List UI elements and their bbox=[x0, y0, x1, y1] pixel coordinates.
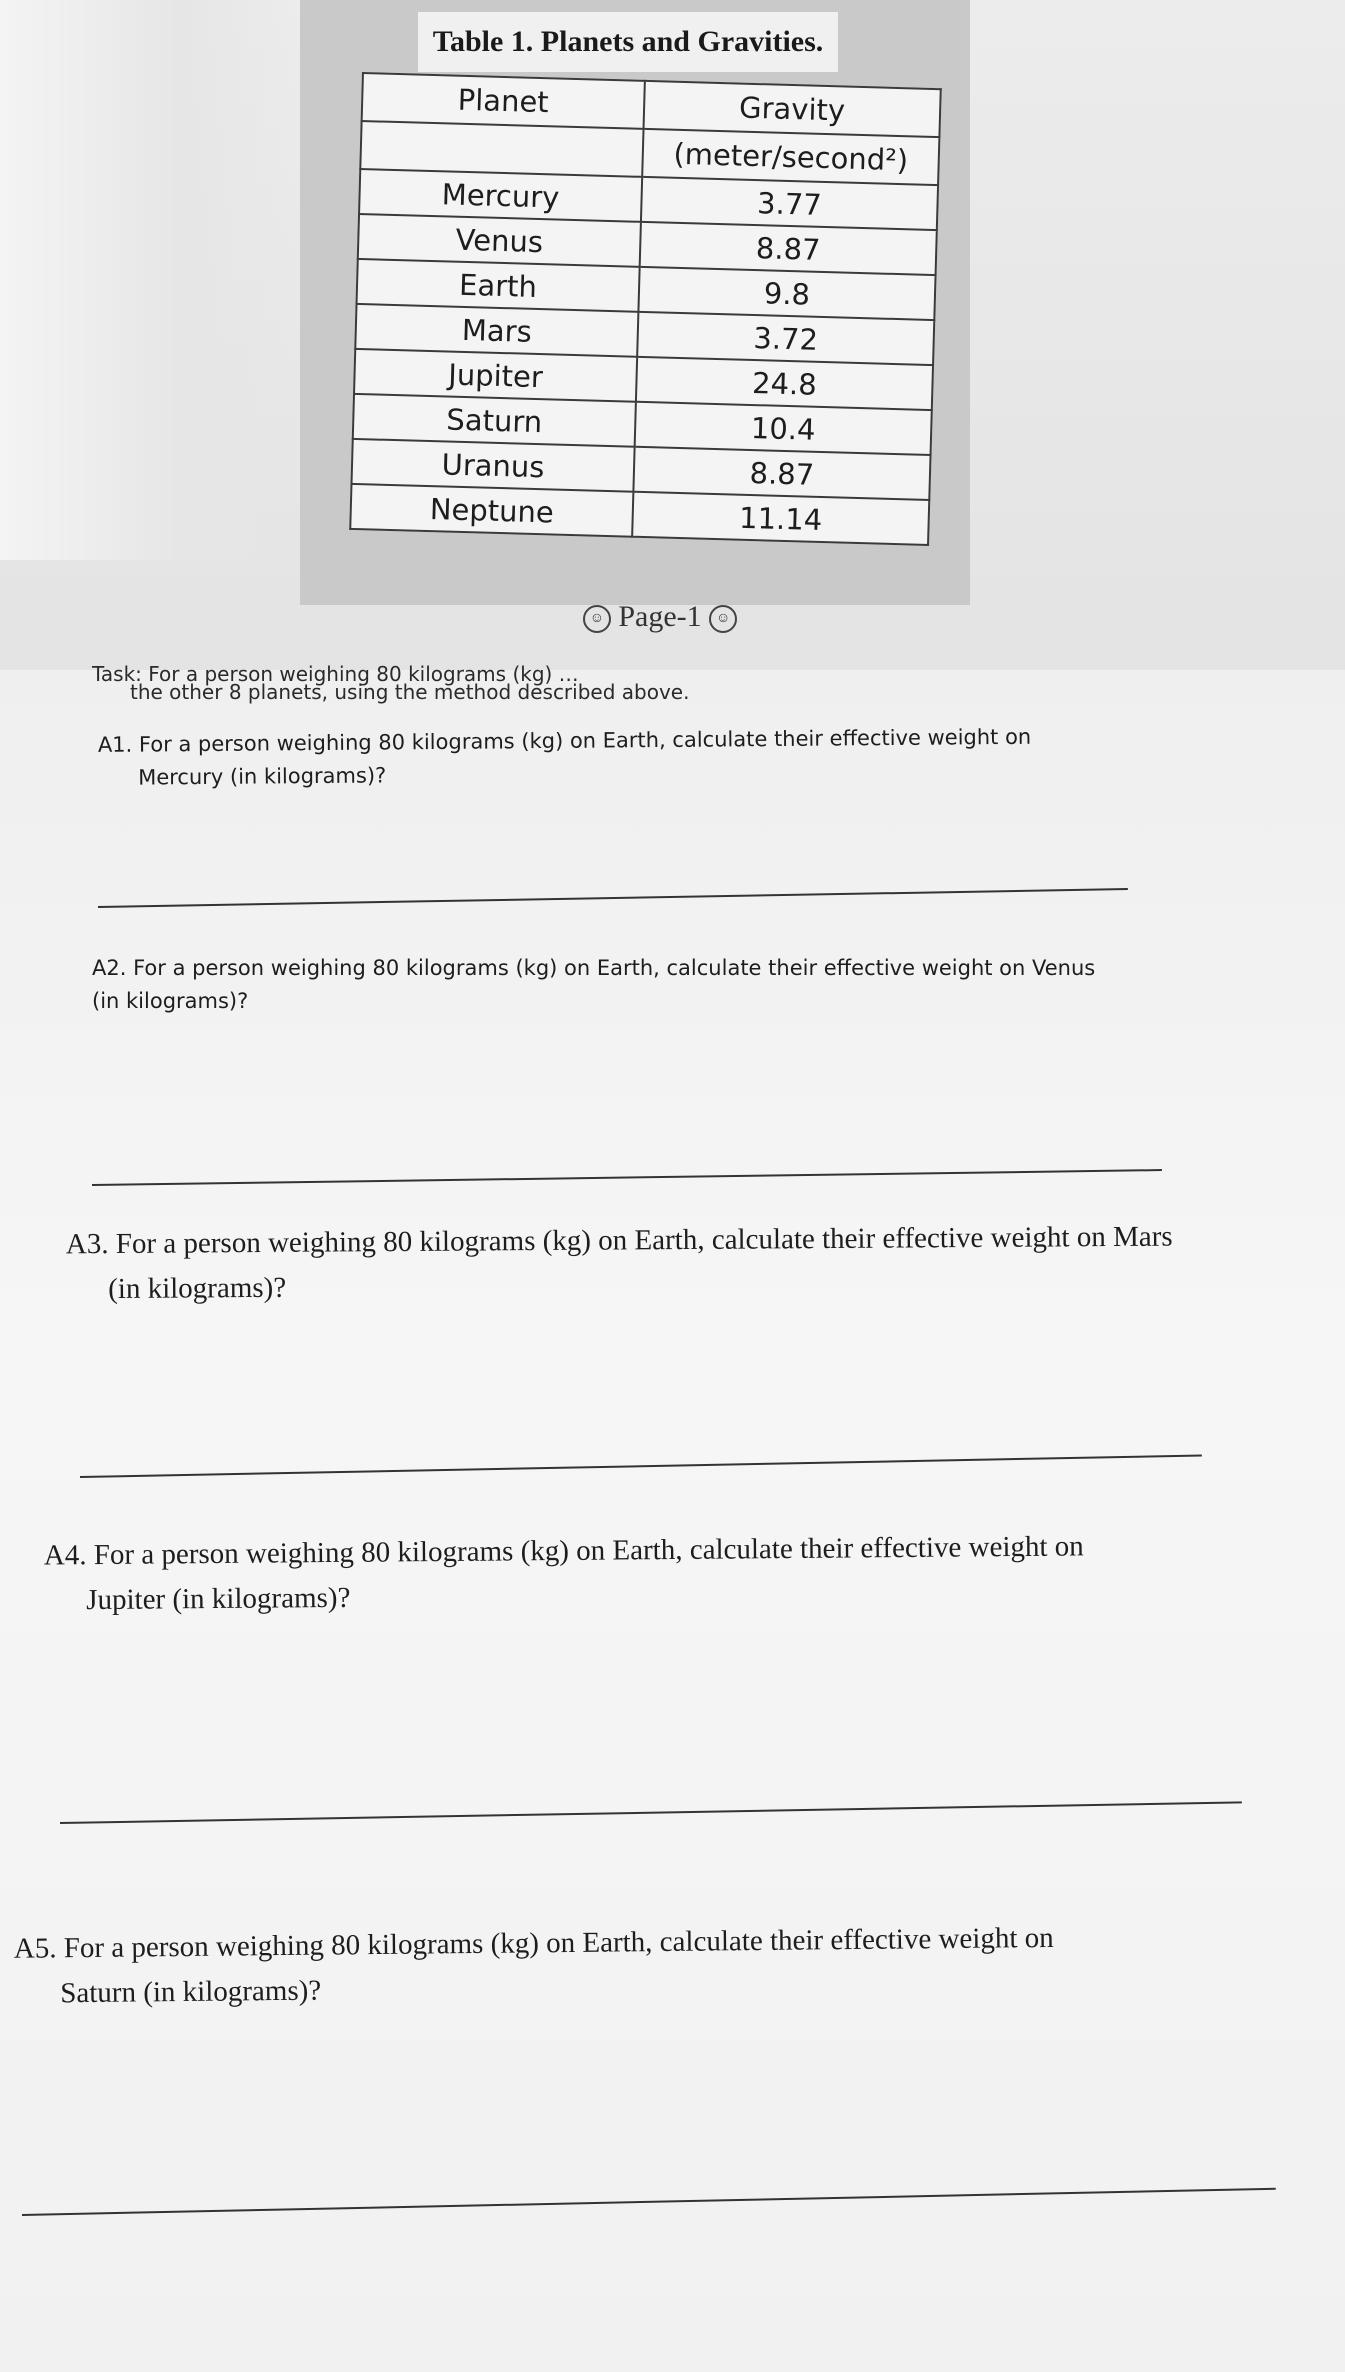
planet-name: Uranus bbox=[351, 439, 634, 492]
gravity-value: 24.8 bbox=[636, 357, 933, 410]
planet-name: Mars bbox=[355, 304, 638, 357]
answer-line-a1[interactable] bbox=[98, 888, 1128, 908]
question-text: (in kilograms)? bbox=[92, 988, 249, 1013]
question-text: A1. For a person weighing 80 kilograms (kg) on Earth, calculate their effective weight on bbox=[97, 724, 1032, 757]
table-caption: Table 1. Planets and Gravities. bbox=[418, 12, 838, 72]
gravity-unit-label: (meter/second²) bbox=[673, 136, 909, 178]
question-a2 bbox=[92, 952, 1252, 1017]
question-text: A2. For a person weighing 80 kilograms (kg) on Earth, calculate their effective weight on Venus bbox=[92, 956, 1096, 980]
planet-column-header: Planet bbox=[362, 73, 645, 129]
gravity-column-header: Gravity bbox=[644, 81, 941, 137]
task-line-2: the other 8 planets, using the method described above. bbox=[130, 680, 690, 704]
gravity-unit-header bbox=[642, 129, 939, 185]
gravity-value: 9.8 bbox=[638, 267, 935, 320]
gravity-table-wrapper bbox=[349, 72, 942, 546]
table-page bbox=[0, 0, 1345, 700]
gravity-value: 8.87 bbox=[640, 222, 937, 275]
question-text: Mercury (in kilograms)? bbox=[138, 762, 387, 790]
gravity-value: 11.14 bbox=[632, 492, 929, 545]
question-text: A3. For a person weighing 80 kilograms (kg) on Earth, calculate their effective weight on Mars bbox=[65, 1220, 1173, 1261]
question-a1 bbox=[98, 719, 1229, 794]
question-text: Saturn (in kilograms)? bbox=[60, 1974, 322, 2010]
question-a3 bbox=[66, 1214, 1307, 1313]
planet-name: Earth bbox=[357, 259, 640, 312]
answer-line-a2[interactable] bbox=[92, 1169, 1162, 1186]
task-line-1: Task: For a person weighing 80 kilograms (kg) … bbox=[92, 662, 579, 686]
question-a4 bbox=[44, 1522, 1307, 1623]
answer-line-a5[interactable] bbox=[22, 2188, 1276, 2216]
smiley-icon: ☺ bbox=[709, 605, 737, 633]
gravity-value: 10.4 bbox=[635, 402, 932, 455]
page-number-label: Page-1 bbox=[618, 600, 702, 633]
page-shadow bbox=[0, 0, 300, 560]
question-text: Jupiter (in kilograms)? bbox=[86, 1581, 351, 1617]
empty-header-cell bbox=[360, 121, 643, 177]
worksheet-page bbox=[0, 662, 1345, 2372]
question-text: A4. For a person weighing 80 kilograms (kg) on Earth, calculate their effective weight on bbox=[43, 1530, 1084, 1572]
question-a5 bbox=[14, 1913, 1315, 2016]
gravity-table bbox=[349, 72, 942, 546]
planet-name: Saturn bbox=[353, 394, 636, 447]
answer-line-a3[interactable] bbox=[80, 1454, 1202, 1478]
planet-name: Jupiter bbox=[354, 349, 637, 402]
gravity-value: 3.72 bbox=[637, 312, 934, 365]
page-number bbox=[560, 600, 760, 634]
gravity-value: 3.77 bbox=[641, 177, 938, 230]
planet-name: Venus bbox=[358, 214, 641, 267]
answer-line-a4[interactable] bbox=[60, 1801, 1242, 1824]
question-text: (in kilograms)? bbox=[108, 1271, 287, 1305]
question-text: A5. For a person weighing 80 kilograms (kg) on Earth, calculate their effective weight on bbox=[13, 1921, 1054, 1965]
planet-name: Neptune bbox=[350, 484, 633, 537]
planet-name: Mercury bbox=[359, 169, 642, 222]
gravity-value: 8.87 bbox=[633, 447, 930, 500]
smiley-icon: ☺ bbox=[583, 605, 611, 633]
